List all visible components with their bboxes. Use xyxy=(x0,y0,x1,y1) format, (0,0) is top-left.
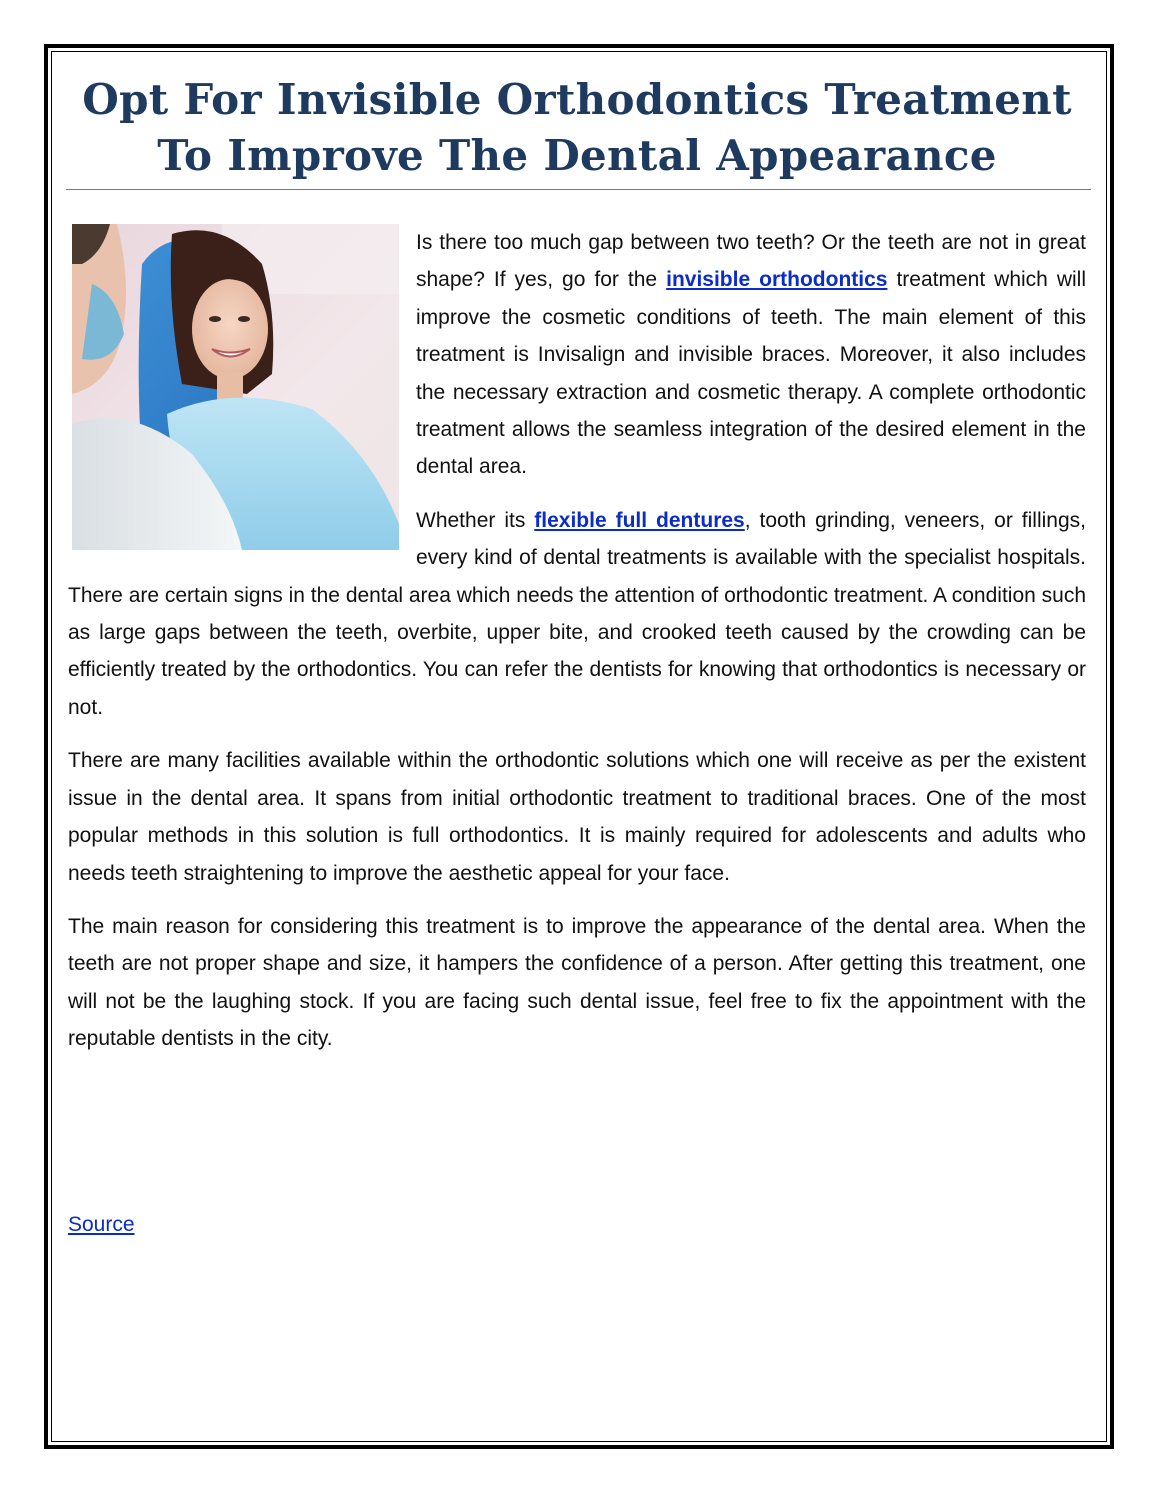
article-body xyxy=(68,224,1086,1074)
paragraph-2: Whether its flexible full dentures, tooth grinding, veneers, or fillings, every kind of dental treatments is available with the specialist hospitals. There are certain signs in the dental area which needs the attention of orthodontic treatment. A condition such as large gaps between the teeth, overbite, upper bite, and crooked teeth caused by the crowding can be efficiently treated by the orthodontics. You can refer the dentists for knowing that orthodontics is necessary or not. xyxy=(68,508,1086,719)
paragraph-4: The main reason for considering this treatment is to improve the appearance of the dental area. When the teeth are not proper shape and size, it hampers the confidence of a person. After getting this treatment, one will not be the laughing stock. If you are facing such dental issue, feel free to fix the appointment with the reputable dentists in the city. xyxy=(68,914,1086,1051)
flexible-full-dentures-link[interactable]: flexible full dentures xyxy=(534,508,745,532)
article-title: Opt For Invisible Orthodontics Treatment To Improve The Dental Appearance xyxy=(82,75,1072,180)
paragraph-1: Is there too much gap between two teeth? Or the teeth are not in great shape? If yes, go for the invisible orthodontics treatment which will improve the cosmetic conditions of teeth. The main element of this treatment is Invisalign and invisible braces. Moreover, it also includes the necessary extraction and cosmetic therapy. A complete orthodontic treatment allows the seamless integration of the desired element in the dental area. xyxy=(416,231,1086,479)
title-underline xyxy=(66,189,1091,190)
source-line xyxy=(68,1206,135,1243)
image-wrap-spacer xyxy=(68,224,416,550)
source-link[interactable]: Source xyxy=(68,1213,135,1236)
paragraph-3: There are many facilities available within the orthodontic solutions which one will receive as per the existent issue in the dental area. It spans from initial orthodontic treatment to traditional braces. One of the most popular methods in this solution is full orthodontics. It is mainly required for adolescents and adults who needs teeth straightening to improve the aesthetic appeal for your face. xyxy=(68,749,1086,885)
invisible-orthodontics-link[interactable]: invisible orthodontics xyxy=(666,268,888,292)
